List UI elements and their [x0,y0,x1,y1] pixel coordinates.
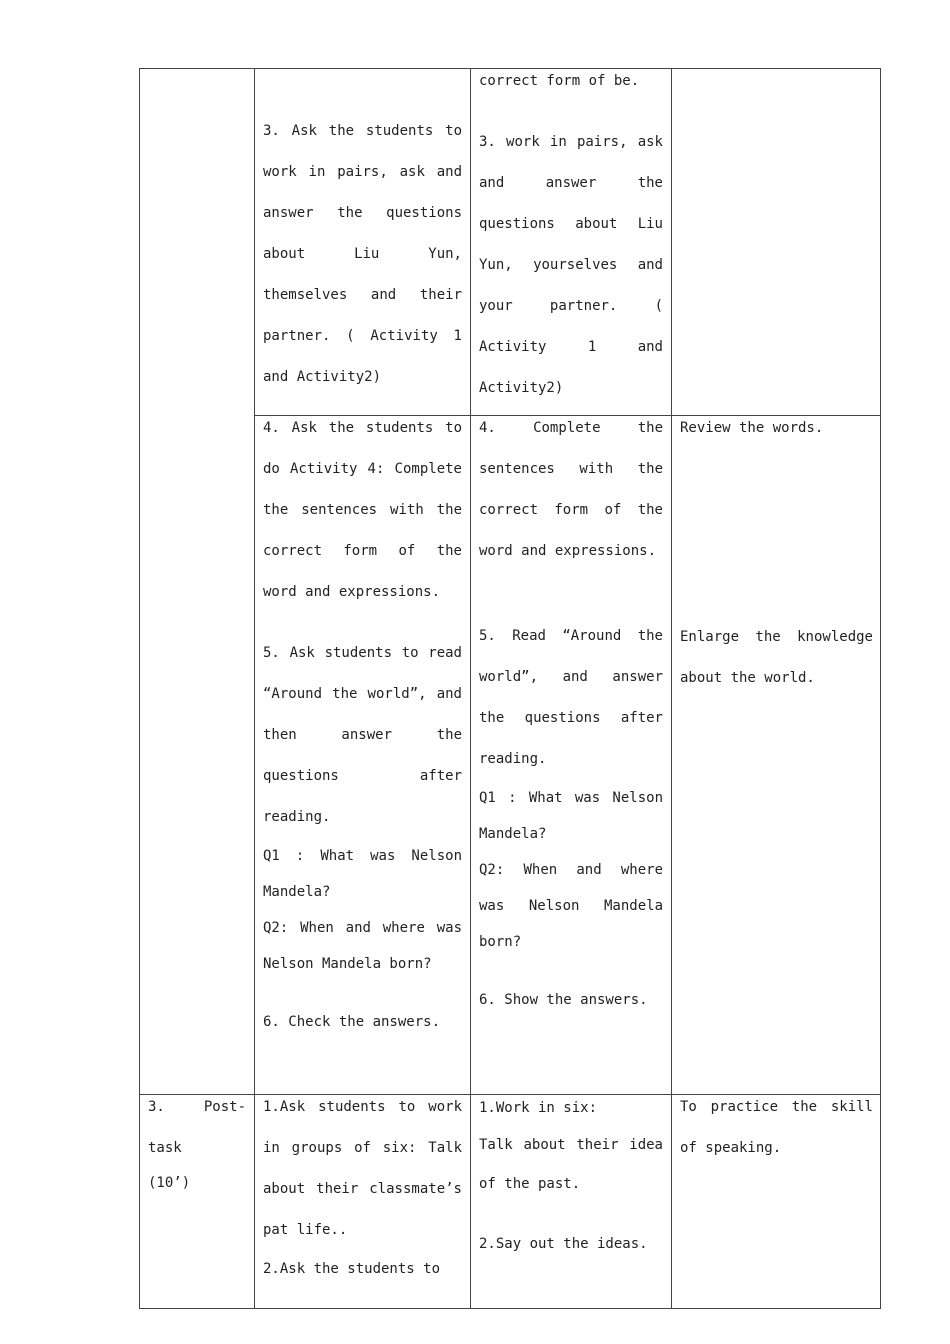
row2-teacher-step4: 4. Ask the students to do Activity 4: Complete the sentences with the correct form of the word and expressions. [263,420,462,600]
row2-student-step4: 4. Complete the sentences with the correct form of the word and expressions. [479,420,663,559]
row3-student-step2: 2.Say out the ideas. [479,1236,648,1252]
table-border-bottom [139,1308,881,1309]
row3-student-cell [479,1090,663,1265]
row2-student-step6: 6. Show the answers. [479,992,648,1008]
row2-teacher-step5: 5. Ask students to read “Around the world”, and then answer the questions after reading. [263,645,462,825]
column-divider-2 [470,68,471,1309]
row3-teacher-step1: 1.Ask students to work in groups of six: Talk about their classmate’s pat life.. [263,1099,462,1238]
row1-student-cell [479,61,663,409]
row2-teacher-q1: Q1 : What was Nelson Mandela? [263,848,462,900]
column-divider-3 [671,68,672,1309]
row1-student-continued: correct form of be. [479,73,640,89]
row3-teacher-step2: 2.Ask the students to [263,1261,441,1277]
row3-student-step1: 1.Work in six: [479,1100,598,1116]
row3-teacher-cell [263,1087,462,1287]
row3-student-talk: Talk about their idea of the past. [479,1137,663,1192]
row3-stage-cell [148,1087,246,1197]
row3-purpose-cell [680,1087,873,1169]
row2-purpose-enlarge: Enlarge the knowledge about the world. [680,629,873,686]
row2-purpose-cell [680,408,873,699]
row1-teacher-step3: 3. Ask the students to work in pairs, ask and answer the questions about Liu Yun, themselves and their partner. ( Activity 1 and Activity2) [263,123,462,385]
row2-purpose-review: Review the words. [680,420,824,436]
row2-teacher-cell [263,408,462,1043]
table-border-left [139,68,140,1309]
row1-teacher-cell [263,111,462,398]
column-divider-1 [254,68,255,1309]
row3-stage-time: (10’) [148,1175,191,1191]
row3-stage-title: 3. Post-task [148,1099,246,1156]
row2-teacher-q2: Q2: When and where was Nelson Mandela born? [263,920,462,972]
row2-student-q1: Q1 : What was Nelson Mandela? [479,790,663,842]
row2-student-q2: Q2: When and where was Nelson Mandela born? [479,862,663,950]
row2-student-step5: 5. Read “Around the world”, and answer the questions after reading. [479,628,663,767]
row1-student-step3: 3. work in pairs, ask and answer the questions about Liu Yun, yourselves and your partner. ( Activity 1 and Activity2) [479,134,663,396]
row2-student-cell [479,408,663,1021]
row3-purpose-speaking: To practice the skill of speaking. [680,1099,873,1156]
row2-teacher-step6: 6. Check the answers. [263,1014,441,1030]
lesson-plan-table [139,68,881,1309]
table-border-right [880,68,881,1309]
